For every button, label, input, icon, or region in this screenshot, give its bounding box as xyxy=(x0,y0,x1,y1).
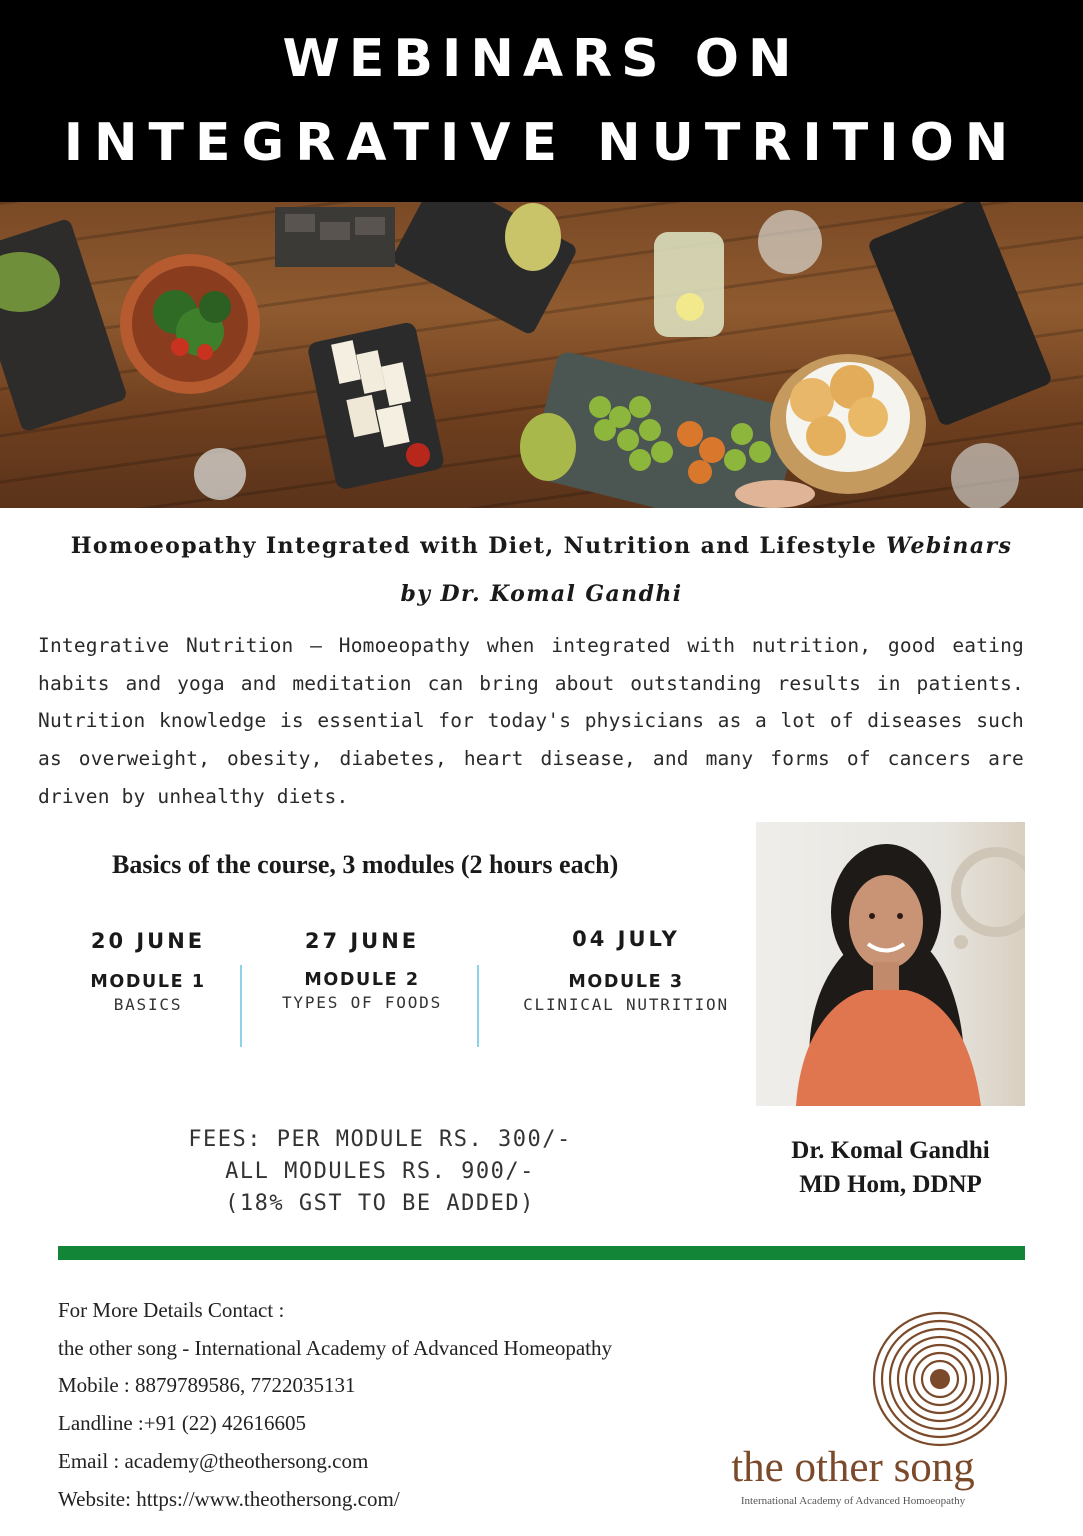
module-subtitle: TYPES OF FOODS xyxy=(281,993,443,1012)
divider-rule xyxy=(58,1246,1025,1260)
module-date: 27 JUNE xyxy=(304,929,420,953)
contact-landline[interactable]: Landline :+91 (22) 42616605 xyxy=(58,1411,307,1436)
portrait-illustration xyxy=(756,822,1025,1106)
title-banner xyxy=(0,0,1083,202)
logo-wordmark: the other song xyxy=(731,1444,975,1491)
module-3 xyxy=(510,927,742,1014)
module-date: 04 JULY xyxy=(572,927,680,951)
logo-tagline: International Academy of Advanced Homoeopathy xyxy=(740,1495,966,1507)
subtitle-main: Homoeopathy Integrated with Diet, Nutrition and Lifestyle xyxy=(70,533,887,559)
contact-block xyxy=(58,1292,612,1518)
banner-title-line-2: INTEGRATIVE NUTRITION xyxy=(63,113,1020,173)
banner-title-line-1: WEBINARS ON xyxy=(282,29,801,89)
subtitle-italic: Webinars xyxy=(886,533,1013,559)
module-title: MODULE 3 xyxy=(568,972,684,992)
fees-block xyxy=(150,1124,610,1220)
contact-heading: For More Details Contact : xyxy=(58,1298,285,1322)
module-separator xyxy=(240,965,242,1047)
fees-gst-note: (18% GST TO BE ADDED) xyxy=(225,1191,535,1216)
food-illustration xyxy=(0,202,1083,508)
contact-website[interactable]: Website: https://www.theothersong.com/ xyxy=(58,1486,400,1511)
webinar-subtitle xyxy=(0,533,1083,559)
fees-all-modules: ALL MODULES RS. 900/- xyxy=(225,1159,535,1184)
contact-email[interactable]: Email : academy@theothersong.com xyxy=(58,1448,369,1473)
module-subtitle: BASICS xyxy=(113,995,183,1014)
contact-organization: the other song - International Academy of Advanced Homeopathy xyxy=(58,1335,612,1360)
course-heading: Basics of the course, 3 modules (2 hours each) xyxy=(112,850,619,879)
doctor-info xyxy=(756,1134,1025,1202)
module-separator xyxy=(477,965,479,1047)
doctor-portrait xyxy=(756,822,1025,1106)
module-title: MODULE 2 xyxy=(304,970,420,990)
contact-mobile[interactable]: Mobile : 8879789586, 7722035131 xyxy=(58,1373,356,1398)
fees-per-module: FEES: PER MODULE RS. 300/- xyxy=(188,1127,572,1152)
module-subtitle: CLINICAL NUTRITION xyxy=(523,995,729,1014)
module-title: MODULE 1 xyxy=(90,972,206,992)
doctor-credentials: MD Hom, DDNP xyxy=(799,1171,982,1198)
module-2 xyxy=(262,929,462,1012)
food-table-photo xyxy=(0,202,1083,508)
module-date: 20 JUNE xyxy=(90,929,206,953)
intro-paragraph: Integrative Nutrition – Homoeopathy when integrated with nutrition, good eating habits and yoga and meditation can bring about outstanding results in patients. Nutrition knowledge is essential for today's physicians as a lot of diseases such as overweight, obesity, diabetes, heart disease, and many forms of cancers are driven by unhealthy diets. xyxy=(38,634,1024,808)
concentric-rings-logo-icon xyxy=(864,1310,1016,1448)
presenter-byline: by Dr. Komal Gandhi xyxy=(400,581,683,607)
doctor-name: Dr. Komal Gandhi xyxy=(791,1137,990,1164)
module-1 xyxy=(68,929,228,1014)
